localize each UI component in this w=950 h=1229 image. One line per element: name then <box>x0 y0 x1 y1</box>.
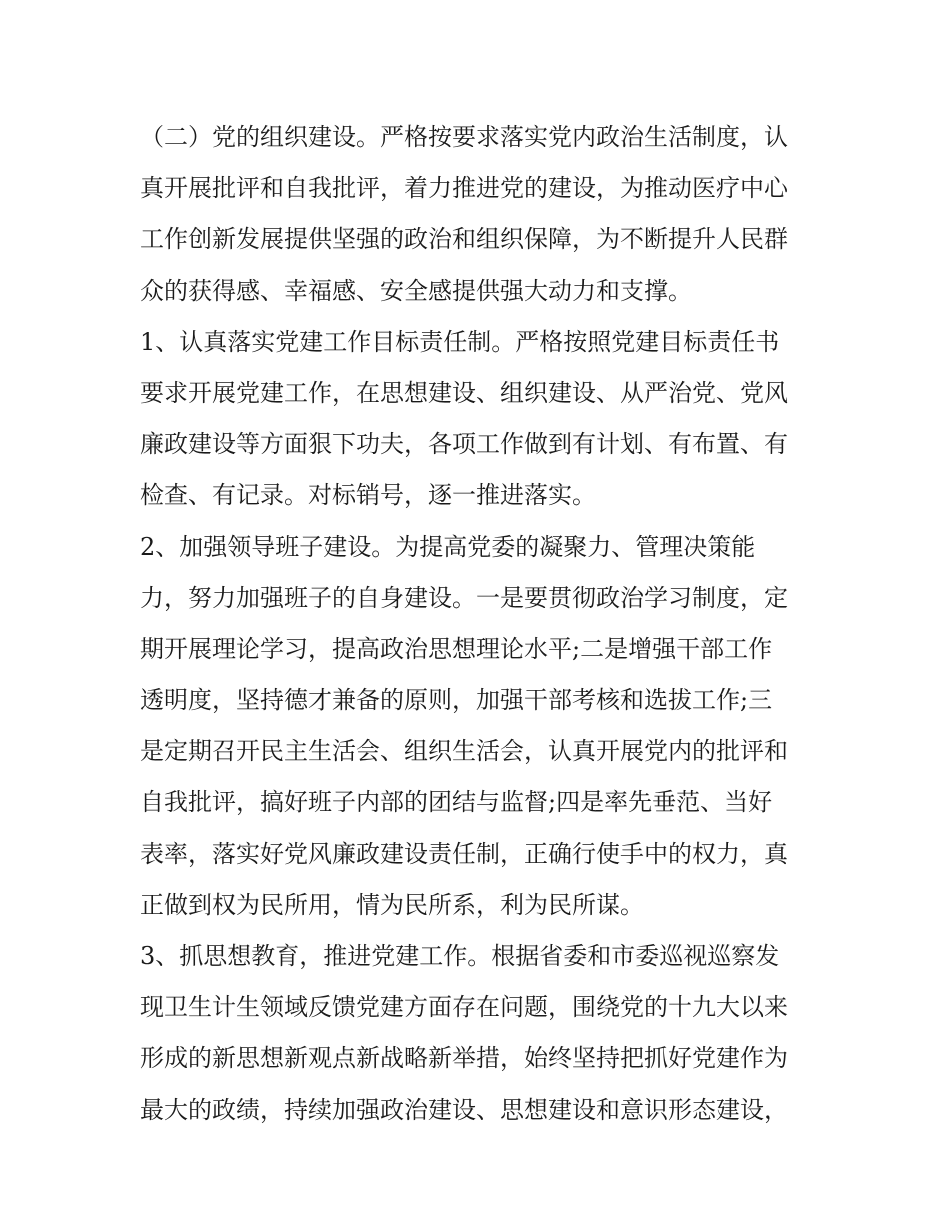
text-line: 要求开展党建工作，在思想建设、组织建设、从严治党、党风 <box>140 378 788 407</box>
text-line: 众的获得感、幸福感、安全感提供强大动力和支撑。 <box>140 276 692 305</box>
text-line: （二）党的组织建设。严格按要求落实党内政治生活制度，认 <box>140 123 788 151</box>
text-line: 正做到权为民所用，情为民所系，利为民所谋。 <box>140 890 644 919</box>
text-line: 期开展理论学习，提高政治思想理论水平;二是增强干部工作 <box>140 634 773 663</box>
text-line: 廉政建设等方面狠下功夫，各项工作做到有计划、有布置、有 <box>140 430 788 459</box>
document-body <box>140 112 820 1136</box>
text-line: 检查、有记录。对标销号，逐一推进落实。 <box>140 481 596 510</box>
text-line: 2、加强领导班子建设。为提高党委的凝聚力、管理决策能 <box>140 532 756 561</box>
text-line: 透明度，坚持德才兼备的原则，加强干部考核和选拔工作;三 <box>140 686 773 715</box>
text-line: 工作创新发展提供坚强的政治和组织保障，为不断提升人民群 <box>140 225 788 254</box>
text-line: 是定期召开民主生活会、组织生活会，认真开展党内的批评和 <box>140 737 788 766</box>
text-line: 3、抓思想教育，推进党建工作。根据省委和市委巡视巡察发 <box>140 942 780 970</box>
text-line: 自我批评，搞好班子内部的团结与监督;四是率先垂范、当好 <box>140 788 773 817</box>
text-line: 1、认真落实党建工作目标责任制。严格按照党建目标责任书 <box>140 327 780 356</box>
text-line: 真开展批评和自我批评，着力推进党的建设，为推动医疗中心 <box>140 174 788 203</box>
text-line: 形成的新思想新观点新战略新举措，始终坚持把抓好党建作为 <box>140 1044 788 1073</box>
text-line: 力，努力加强班子的自身建设。一是要贯彻政治学习制度，定 <box>140 583 788 612</box>
text-line: 最大的政绩，持续加强政治建设、思想建设和意识形态建设， <box>140 1095 788 1124</box>
text-line: 现卫生计生领域反馈党建方面存在问题，围绕党的十九大以来 <box>140 993 788 1022</box>
text-line: 表率，落实好党风廉政建设责任制，正确行使手中的权力，真 <box>140 839 788 868</box>
